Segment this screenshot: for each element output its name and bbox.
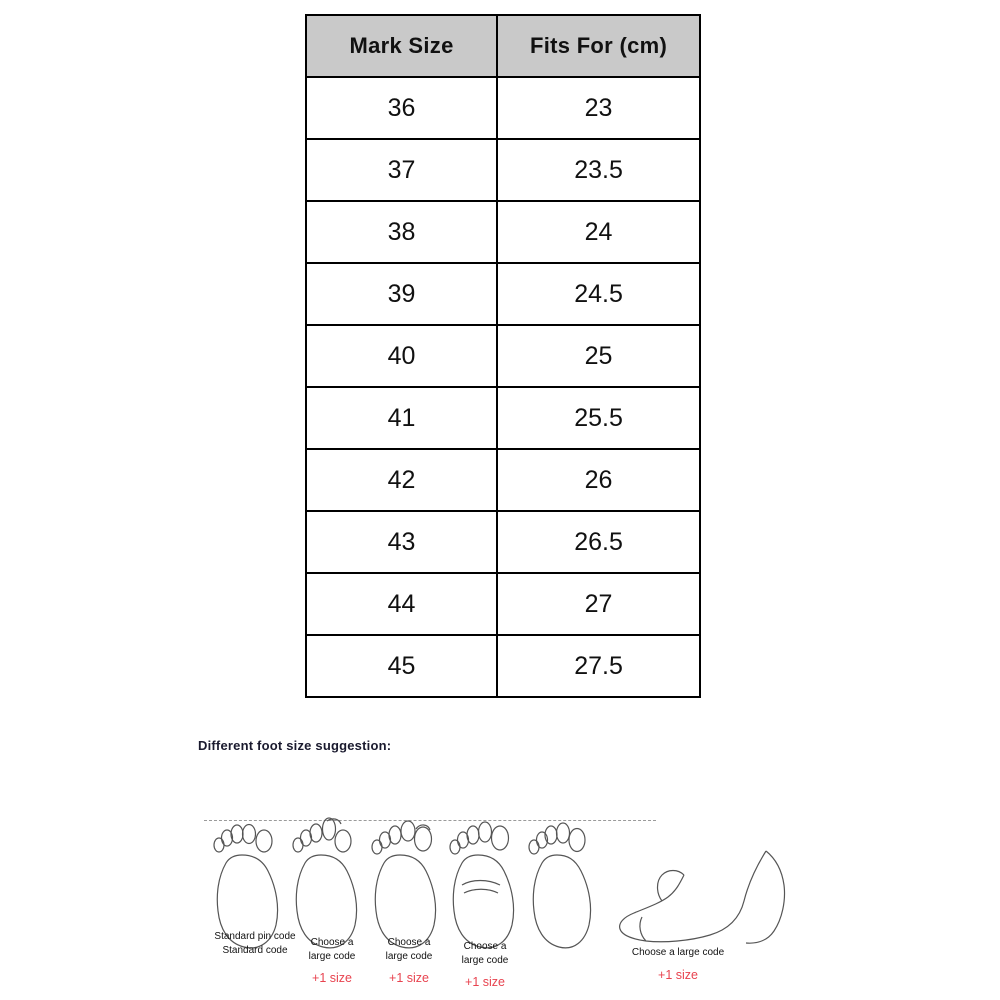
- size-chart: [305, 14, 701, 698]
- cell-mark-size: 43: [306, 511, 497, 573]
- caption-size-adjust: +1 size: [312, 971, 352, 985]
- table-row: [306, 511, 700, 573]
- caption-line-1: Choose a: [463, 941, 507, 952]
- table-row: [306, 635, 700, 697]
- cell-fits-for: 26.5: [497, 511, 700, 573]
- foot-icon-side-profile: [606, 845, 796, 955]
- cell-mark-size: 41: [306, 387, 497, 449]
- table-row: [306, 201, 700, 263]
- caption-line-1: Standard pin code: [214, 931, 296, 942]
- cell-mark-size: 40: [306, 325, 497, 387]
- table-row: [306, 263, 700, 325]
- cell-fits-for: 24: [497, 201, 700, 263]
- cell-fits-for: 23: [497, 77, 700, 139]
- caption-line-2: large code: [461, 954, 509, 966]
- column-header-fits-for: Fits For (cm): [497, 15, 700, 77]
- cell-fits-for: 26: [497, 449, 700, 511]
- caption-size-adjust: +1 size: [389, 971, 429, 985]
- table-row: [306, 387, 700, 449]
- cell-fits-for: 23.5: [497, 139, 700, 201]
- foot-icon-flat-arch: [440, 815, 526, 955]
- caption-line-1: Choose a: [387, 937, 431, 948]
- foot-diagram-group: [198, 767, 818, 947]
- cell-fits-for: 27.5: [497, 635, 700, 697]
- table-row: [306, 573, 700, 635]
- cell-mark-size: 37: [306, 139, 497, 201]
- cell-mark-size: 38: [306, 201, 497, 263]
- cell-fits-for: 27: [497, 573, 700, 635]
- table-row: [306, 325, 700, 387]
- foot-caption-5: [593, 946, 763, 983]
- cell-fits-for: 25: [497, 325, 700, 387]
- foot-size-suggestion-section: [198, 738, 818, 947]
- cell-mark-size: 45: [306, 635, 497, 697]
- cell-fits-for: 25.5: [497, 387, 700, 449]
- foot-icon-wide-toes: [362, 815, 448, 955]
- caption-line-2: large code: [308, 950, 356, 962]
- table-row: [306, 77, 700, 139]
- caption-line-2: large code: [385, 950, 433, 962]
- cell-mark-size: 42: [306, 449, 497, 511]
- table-header-row: [306, 15, 700, 77]
- cell-mark-size: 36: [306, 77, 497, 139]
- caption-line-1: Choose a large code: [631, 947, 725, 958]
- cell-mark-size: 39: [306, 263, 497, 325]
- size-table: [305, 14, 701, 698]
- table-row: [306, 449, 700, 511]
- foot-caption-4: [430, 940, 540, 991]
- table-row: [306, 139, 700, 201]
- caption-line-1: Choose a: [310, 937, 354, 948]
- caption-size-adjust: +1 size: [465, 975, 505, 989]
- caption-size-adjust: +1 size: [658, 967, 698, 982]
- caption-line-2: Standard code: [222, 944, 288, 956]
- column-header-mark-size: Mark Size: [306, 15, 497, 77]
- foot-icon-narrow: [518, 815, 604, 955]
- cell-mark-size: 44: [306, 573, 497, 635]
- cell-fits-for: 24.5: [497, 263, 700, 325]
- suggestion-title: Different foot size suggestion:: [198, 738, 392, 753]
